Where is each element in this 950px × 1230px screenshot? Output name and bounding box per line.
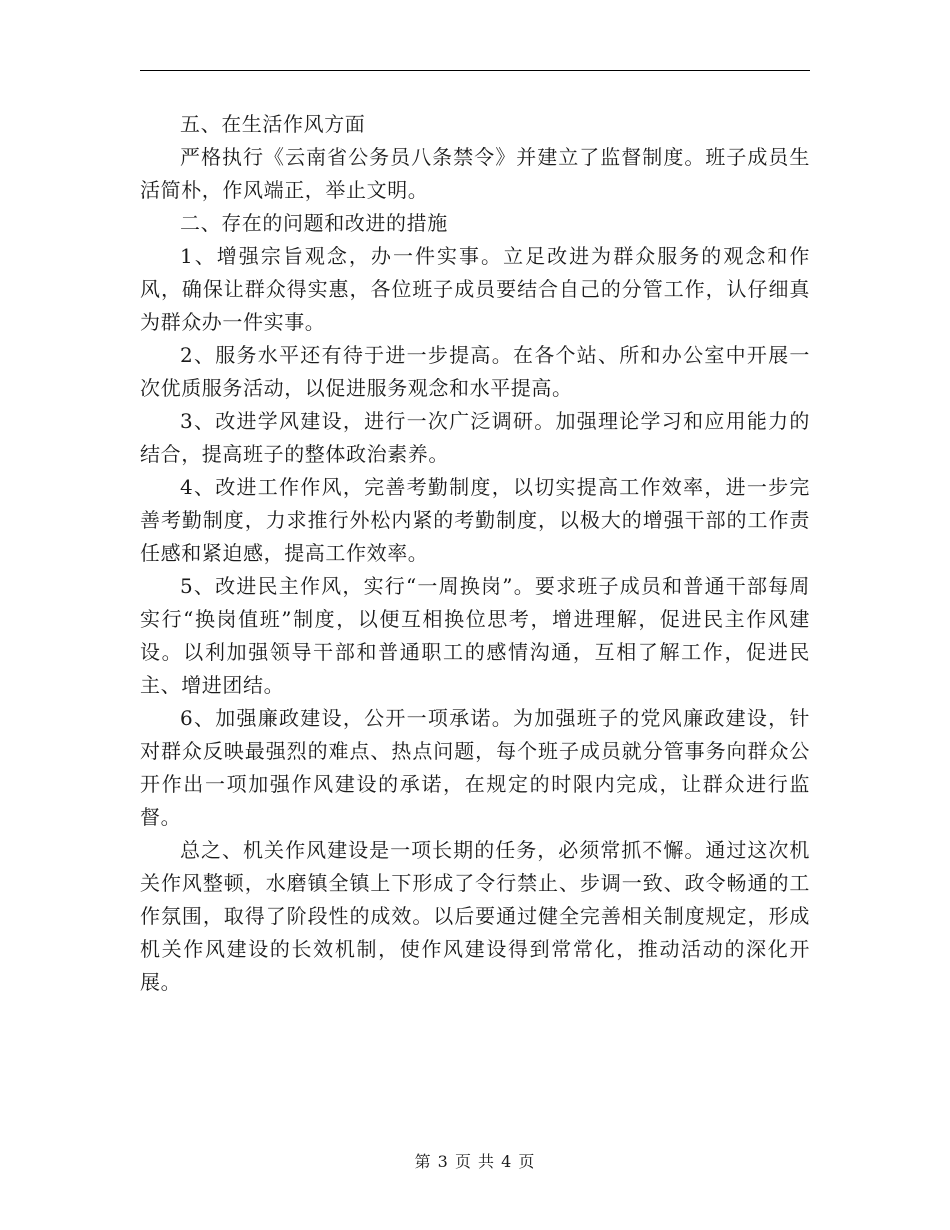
section-heading-lifestyle: 五、在生活作风方面 [180,112,366,136]
paragraph-measure-2: 2、服务水平还有待于进一步提高。在各个站、所和办公室中开展一次优质服务活动，以促进服务观念和水平提高。 [140,343,810,400]
paragraph-measure-5: 5、改进民主作风，实行“一周换岗”。要求班子成员和普通干部每周实行“换岗值班”制度，以便互相换位思考，增进理解，促进民主作风建设。以利加强领导干部和普通职工的感情沟通，互相了解工作，促进民主、增进团结。 [140,574,810,697]
paragraph-measure-1: 1、增强宗旨观念，办一件实事。立足改进为群众服务的观念和作风，确保让群众得实惠，各位班子成员要结合自己的分管工作，认仔细真为群众办一件实事。 [140,244,810,334]
paragraph-lifestyle: 严格执行《云南省公务员八条禁令》并建立了监督制度。班子成员生活简朴，作风端正，举止文明。 [140,145,810,202]
document-body [140,108,810,999]
page-number-footer: 第 3 页 共 4 页 [414,1152,536,1171]
paragraph-measure-4: 4、改进工作作风，完善考勤制度，以切实提高工作效率，进一步完善考勤制度，力求推行外松内紧的考勤制度，以极大的增强干部的工作责任感和紧迫感，提高工作效率。 [140,475,810,565]
section-heading-problems: 二、存在的问题和改进的措施 [180,211,448,235]
header-rule [140,70,810,71]
paragraph-conclusion: 总之、机关作风建设是一项长期的任务，必须常抓不懈。通过这次机关作风整顿，水磨镇全镇上下形成了令行禁止、步调一致、政令畅通的工作氛围，取得了阶段性的成效。以后要通过健全完善相关制度规定，形成机关作风建设的长效机制，使作风建设得到常常化，推动活动的深化开展。 [140,838,810,994]
paragraph-measure-6: 6、加强廉政建设，公开一项承诺。为加强班子的党风廉政建设，针对群众反映最强烈的难点、热点问题，每个班子成员就分管事务向群众公开作出一项加强作风建设的承诺，在规定的时限内完成，让群众进行监督。 [140,706,810,829]
paragraph-measure-3: 3、改进学风建设，进行一次广泛调研。加强理论学习和应用能力的结合，提高班子的整体政治素养。 [140,409,810,466]
